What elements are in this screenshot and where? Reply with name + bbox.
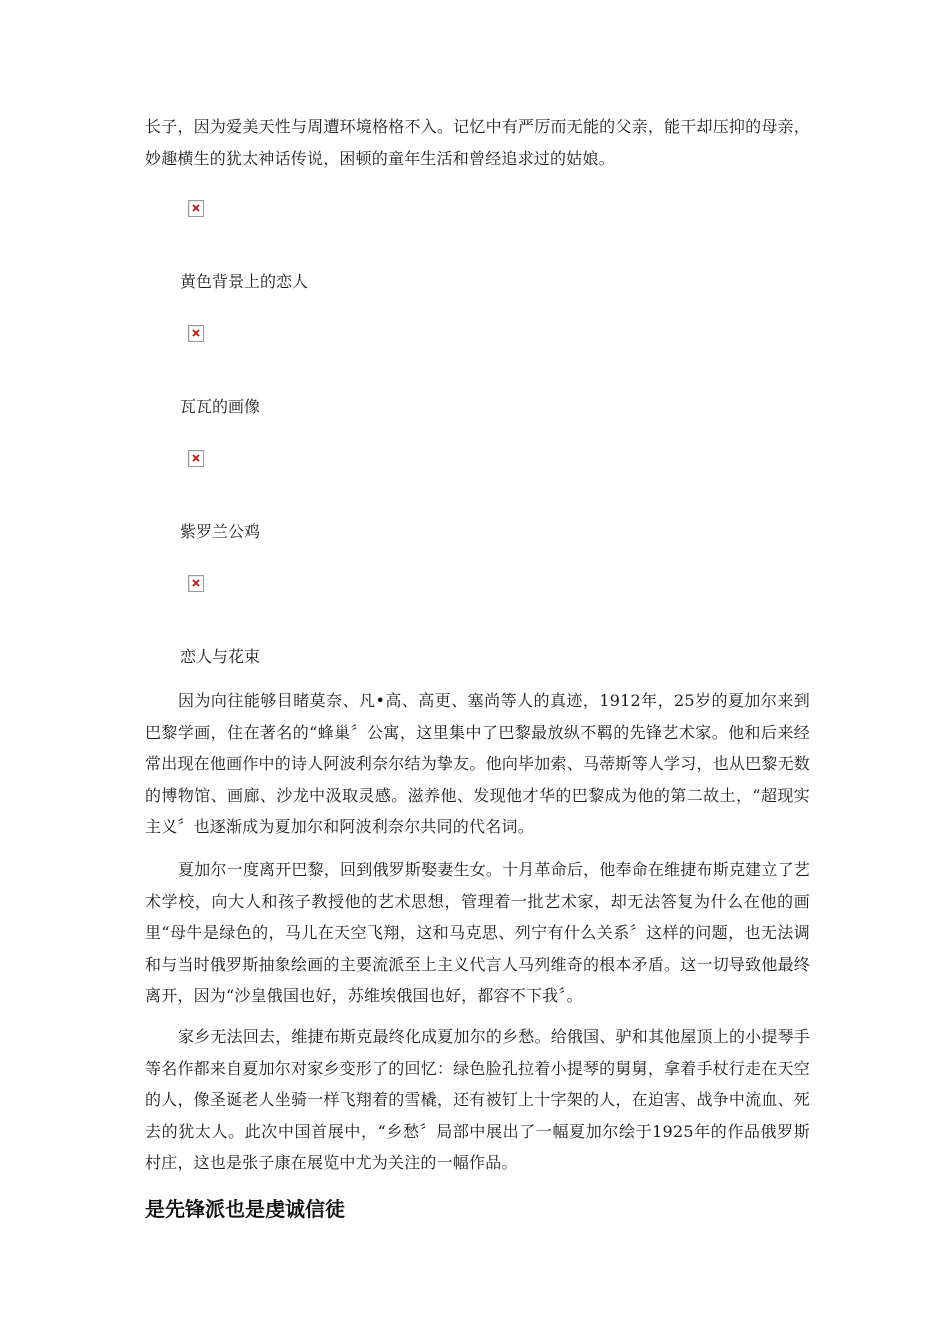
broken-image-icon bbox=[188, 325, 204, 342]
figure-caption: 瓦瓦的画像 bbox=[180, 397, 261, 416]
broken-image-icon bbox=[188, 575, 204, 592]
figure-caption: 恋人与花束 bbox=[180, 647, 261, 666]
broken-image-icon bbox=[188, 450, 204, 467]
body-paragraph-1-block bbox=[145, 685, 810, 843]
body-paragraph-3-block bbox=[145, 1021, 810, 1179]
body-paragraph: 夏加尔一度离开巴黎，回到俄罗斯娶妻生女。十月革命后，他奉命在维捷布斯克建立了艺术学校，向大人和孩子教授他的艺术思想，管理着一批艺术家，却无法答复为什么在他的画里“母牛是绿色的，马儿在天空飞翔，这和马克思、列宁有什么关系〞这样的问题，也无法调和与当时俄罗斯抽象绘画的主要流派至上主义代言人马列维奇的根本矛盾。这一切导致他最终离开，因为“沙皇俄国也好，苏维埃俄国也好，都容不下我〞。 bbox=[145, 860, 810, 1005]
intro-paragraph: 长子，因为爱美天性与周遭环境格格不入。记忆中有严厉而无能的父亲，能干却压抑的母亲，妙趣横生的犹太神话传说，困顿的童年生活和曾经追求过的姑娘。 bbox=[145, 117, 810, 168]
figure-caption: 紫罗兰公鸡 bbox=[180, 522, 261, 541]
intro-block bbox=[145, 111, 810, 174]
body-paragraph: 家乡无法回去，维捷布斯克最终化成夏加尔的乡愁。给俄国、驴和其他屋顶上的小提琴手等名作都来自夏加尔对家乡变形了的回忆：绿色脸孔拉着小提琴的舅舅，拿着手杖行走在天空的人，像圣诞老人坐骑一样飞翔着的雪橇，还有被钉上十字架的人，在迫害、战争中流血、死去的犹太人。此次中国首展中，“乡愁〞局部中展出了一幅夏加尔绘于1925年的作品俄罗斯村庄，这也是张子康在展览中尤为关注的一幅作品。 bbox=[145, 1027, 810, 1172]
broken-image-icon bbox=[188, 200, 204, 217]
figure-caption: 黄色背景上的恋人 bbox=[180, 272, 309, 291]
body-paragraph: 因为向往能够目睹莫奈、凡•高、高更、塞尚等人的真迹，1912年，25岁的夏加尔来到巴黎学画，住在著名的“蜂巢〞公寓，这里集中了巴黎最放纵不羁的先锋艺术家。他和后来经常出现在他画作中的诗人阿波利奈尔结为挚友。他向毕加索、马蒂斯等人学习，也从巴黎无数的博物馆、画廊、沙龙中汲取灵感。滋养他、发现他才华的巴黎成为他的第二故土，“超现实主义〞也逐渐成为夏加尔和阿波利奈尔共同的代名词。 bbox=[145, 691, 810, 836]
body-paragraph-2-block bbox=[145, 854, 810, 1012]
section-heading: 是先锋派也是虔诚信徒 bbox=[145, 1197, 345, 1221]
